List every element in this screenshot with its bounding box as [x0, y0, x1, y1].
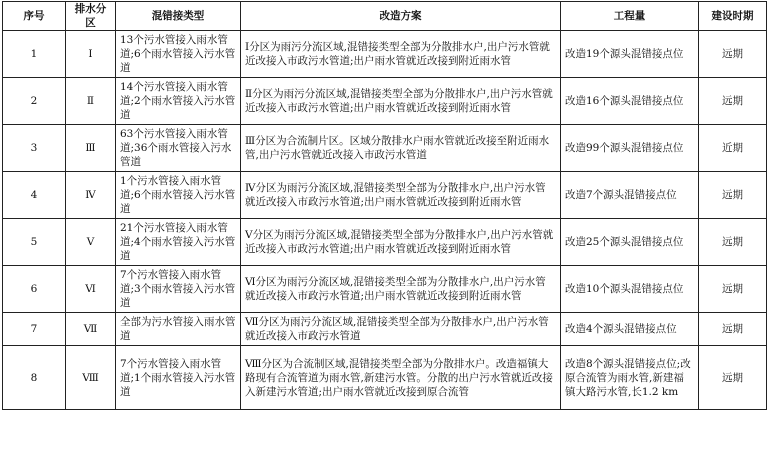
cell-type: 63个污水管接入雨水管道;36个雨水管接入污水管道 — [116, 125, 241, 172]
cell-plan: Ⅴ分区为雨污分流区域,混错接类型全部为分散排水户,出户污水管就近改接入市政污水管道;出户雨水管就近改接到附近雨水管 — [241, 219, 561, 266]
cell-type: 1个污水管接入雨水管道;6个雨水管接入污水管道 — [116, 172, 241, 219]
table-row — [3, 219, 767, 266]
cell-no: 1 — [3, 31, 66, 78]
cell-no: 6 — [3, 266, 66, 313]
header-period: 建设时期 — [699, 2, 767, 31]
cell-plan: Ⅶ分区为雨污分流区域,混错接类型全部为分散排水户,出户污水管就近改接入市政污水管道 — [241, 313, 561, 346]
cell-qty: 改造19个源头混错接点位 — [561, 31, 699, 78]
cell-period: 远期 — [699, 219, 767, 266]
cell-period: 近期 — [699, 125, 767, 172]
cell-type: 21个污水管接入雨水管道;4个雨水管接入污水管道 — [116, 219, 241, 266]
cell-zone: Ⅳ — [66, 172, 116, 219]
table-row — [3, 313, 767, 346]
cell-zone: Ⅵ — [66, 266, 116, 313]
plan-table — [2, 1, 767, 410]
cell-zone: Ⅲ — [66, 125, 116, 172]
cell-qty: 改造25个源头混错接点位 — [561, 219, 699, 266]
cell-type: 7个污水管接入雨水管道;1个雨水管接入污水管道 — [116, 346, 241, 410]
table-row — [3, 172, 767, 219]
cell-no: 3 — [3, 125, 66, 172]
table-row — [3, 266, 767, 313]
header-type: 混错接类型 — [116, 2, 241, 31]
cell-type: 13个污水管接入雨水管道;6个雨水管接入污水管道 — [116, 31, 241, 78]
cell-qty: 改造16个源头混错接点位 — [561, 78, 699, 125]
cell-no: 2 — [3, 78, 66, 125]
cell-no: 4 — [3, 172, 66, 219]
cell-zone: Ⅱ — [66, 78, 116, 125]
cell-type: 全部为污水管接入雨水管道 — [116, 313, 241, 346]
header-qty: 工程量 — [561, 2, 699, 31]
table-header — [3, 2, 767, 31]
cell-no: 5 — [3, 219, 66, 266]
cell-qty: 改造8个源头混错接点位;改原合流管为雨水管,新建福镇大路污水管,长1.2 km — [561, 346, 699, 410]
cell-qty: 改造7个源头混错接点位 — [561, 172, 699, 219]
cell-plan: Ⅰ分区为雨污分流区域,混错接类型全部为分散排水户,出户污水管就近改接入市政污水管道;出户雨水管就近改接到附近雨水管 — [241, 31, 561, 78]
header-zone: 排水分区 — [66, 2, 116, 31]
cell-plan: Ⅲ分区为合流制片区。区域分散排水户雨水管就近改接至附近雨水管,出户污水管就近改接入市政污水管道 — [241, 125, 561, 172]
table-row — [3, 31, 767, 78]
cell-type: 7个污水管接入雨水管道;3个雨水管接入污水管道 — [116, 266, 241, 313]
table-row — [3, 346, 767, 410]
table-row — [3, 125, 767, 172]
cell-type: 14个污水管接入雨水管道;2个雨水管接入污水管道 — [116, 78, 241, 125]
cell-plan: Ⅱ分区为雨污分流区域,混错接类型全部为分散排水户,出户污水管就近改接入市政污水管道;出户雨水管就近改接到附近雨水管 — [241, 78, 561, 125]
cell-zone: Ⅷ — [66, 346, 116, 410]
table-body — [3, 31, 767, 410]
cell-plan: Ⅷ分区为合流制区域,混错接类型全部为分散排水户。改造福镇大路现有合流管道为雨水管,新建污水管。分散的出户污水管就近改接入新建污水管道;出户雨水管就近改接到原合流管 — [241, 346, 561, 410]
header-plan: 改造方案 — [241, 2, 561, 31]
cell-period: 远期 — [699, 266, 767, 313]
cell-zone: Ⅰ — [66, 31, 116, 78]
cell-qty: 改造99个源头混错接点位 — [561, 125, 699, 172]
cell-period: 远期 — [699, 313, 767, 346]
cell-no: 7 — [3, 313, 66, 346]
cell-plan: Ⅵ分区为雨污分流区域,混错接类型全部为分散排水户,出户污水管就近改接入市政污水管道;出户雨水管就近改接到附近雨水管 — [241, 266, 561, 313]
cell-plan: Ⅳ分区为雨污分流区域,混错接类型全部为分散排水户,出户污水管就近改接入市政污水管道;出户雨水管就近改接到附近雨水管 — [241, 172, 561, 219]
cell-zone: Ⅴ — [66, 219, 116, 266]
cell-zone: Ⅶ — [66, 313, 116, 346]
cell-period: 远期 — [699, 31, 767, 78]
cell-no: 8 — [3, 346, 66, 410]
table-row — [3, 78, 767, 125]
cell-period: 远期 — [699, 346, 767, 410]
header-no: 序号 — [3, 2, 66, 31]
cell-qty: 改造10个源头混错接点位 — [561, 266, 699, 313]
cell-period: 远期 — [699, 78, 767, 125]
cell-qty: 改造4个源头混错接点位 — [561, 313, 699, 346]
cell-period: 远期 — [699, 172, 767, 219]
